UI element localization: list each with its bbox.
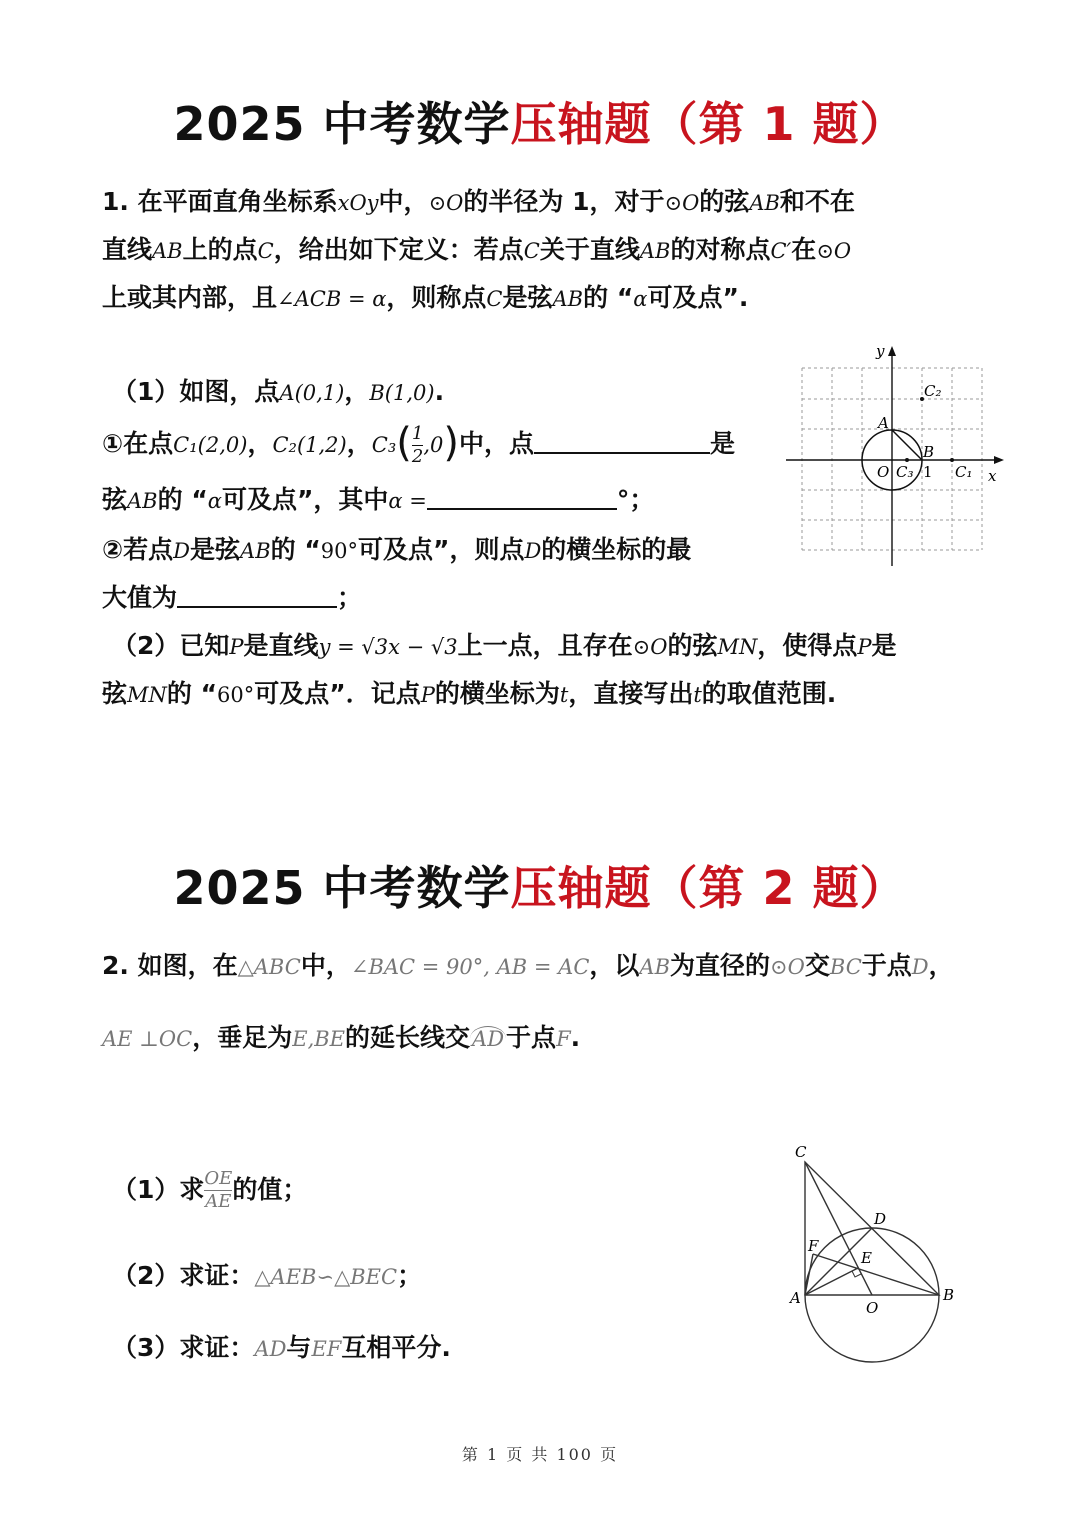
p2-statement-line-2: AE ⊥OC，垂足为E,BE的延长线交AD于点F. <box>102 1023 581 1052</box>
label-x: x <box>988 467 997 485</box>
label-y: y <box>876 342 885 360</box>
problem-1-title: 2025 中考数学压轴题（第 1 题） <box>173 97 907 151</box>
label-b: B <box>923 443 935 461</box>
p1-statement-line-3: 上或其内部，且∠ACB = α，则称点C是弦AB的 “α可及点”. <box>102 283 749 312</box>
label-o2: O <box>866 1299 879 1317</box>
p1-part-1-intro: （1）如图，点A(0,1)，B(1,0). <box>112 377 445 406</box>
p1-part-1-item-2: ②若点D是弦AB的 “90°可及点”，则点D的横坐标的最 <box>102 535 692 564</box>
p1-part-1-item-1-cont: 弦AB的 “α可及点”，其中α = °； <box>102 485 655 514</box>
segment-bf <box>813 1254 939 1295</box>
label-b2: B <box>943 1286 955 1304</box>
answer-blank-2[interactable] <box>427 486 617 510</box>
p2-statement-line-1: 2. 如图，在△ABC中，∠BAC = 90°, AB = AC，以AB为直径的⊙O交BC于点D， <box>102 951 954 980</box>
y-axis-arrow <box>888 346 896 356</box>
label-a: A <box>878 414 889 432</box>
label-o: O <box>877 463 890 481</box>
label-f: F <box>808 1237 819 1255</box>
point-c1 <box>950 458 954 462</box>
p1-part-1-item-2-cont: 大值为 ； <box>102 583 363 612</box>
p2-part-1: （1）求 $\frac{OE}{AE}$ 的值； <box>112 1168 308 1212</box>
triangle-circle-figure <box>780 1135 960 1370</box>
point-c3 <box>905 458 909 462</box>
p1-statement-line-1: 1. 在平面直角坐标系xOy中，⊙O的半径为 1，对于⊙O的弦AB和不在 <box>102 187 855 216</box>
label-one: 1 <box>923 463 933 481</box>
p1-part-2-cont: 弦MN的 “60°可及点”．记点P的横坐标为t，直接写出t的取值范围. <box>102 679 837 708</box>
p2-part-2: （2）求证：△AEB∽△BEC； <box>112 1261 423 1290</box>
segment-ae <box>805 1268 858 1295</box>
label-e: E <box>861 1249 872 1267</box>
problem-2-title: 2025 中考数学压轴题（第 2 题） <box>173 861 907 915</box>
x-axis-arrow <box>994 456 1004 464</box>
p2-part-3: （3）求证：AD与EF互相平分. <box>112 1333 451 1362</box>
coordinate-grid-figure <box>780 338 1015 573</box>
page-footer: 第 1 页 共 100 页 <box>461 1445 619 1464</box>
label-c: C <box>795 1143 807 1161</box>
p1-part-1-item-1: ①在点C₁(2,0)，C₂(1,2)，C₃( $\frac{1}{2}$ ,0)中，点 是 <box>102 420 736 467</box>
label-a2: A <box>790 1289 801 1307</box>
p1-statement-line-2: 直线AB上的点C，给出如下定义：若点C关于直线AB的对称点C′在⊙O <box>102 235 852 264</box>
label-c2: C₂ <box>924 382 942 400</box>
label-d: D <box>874 1210 887 1228</box>
answer-blank-1[interactable] <box>534 430 710 454</box>
answer-blank-3[interactable] <box>177 584 337 608</box>
label-c1: C₁ <box>955 463 973 481</box>
label-c3: C₃ <box>896 463 914 481</box>
p1-part-2: （2）已知P是直线y = √3x − √3上一点，且存在⊙O的弦MN，使得点P是 <box>112 631 897 660</box>
